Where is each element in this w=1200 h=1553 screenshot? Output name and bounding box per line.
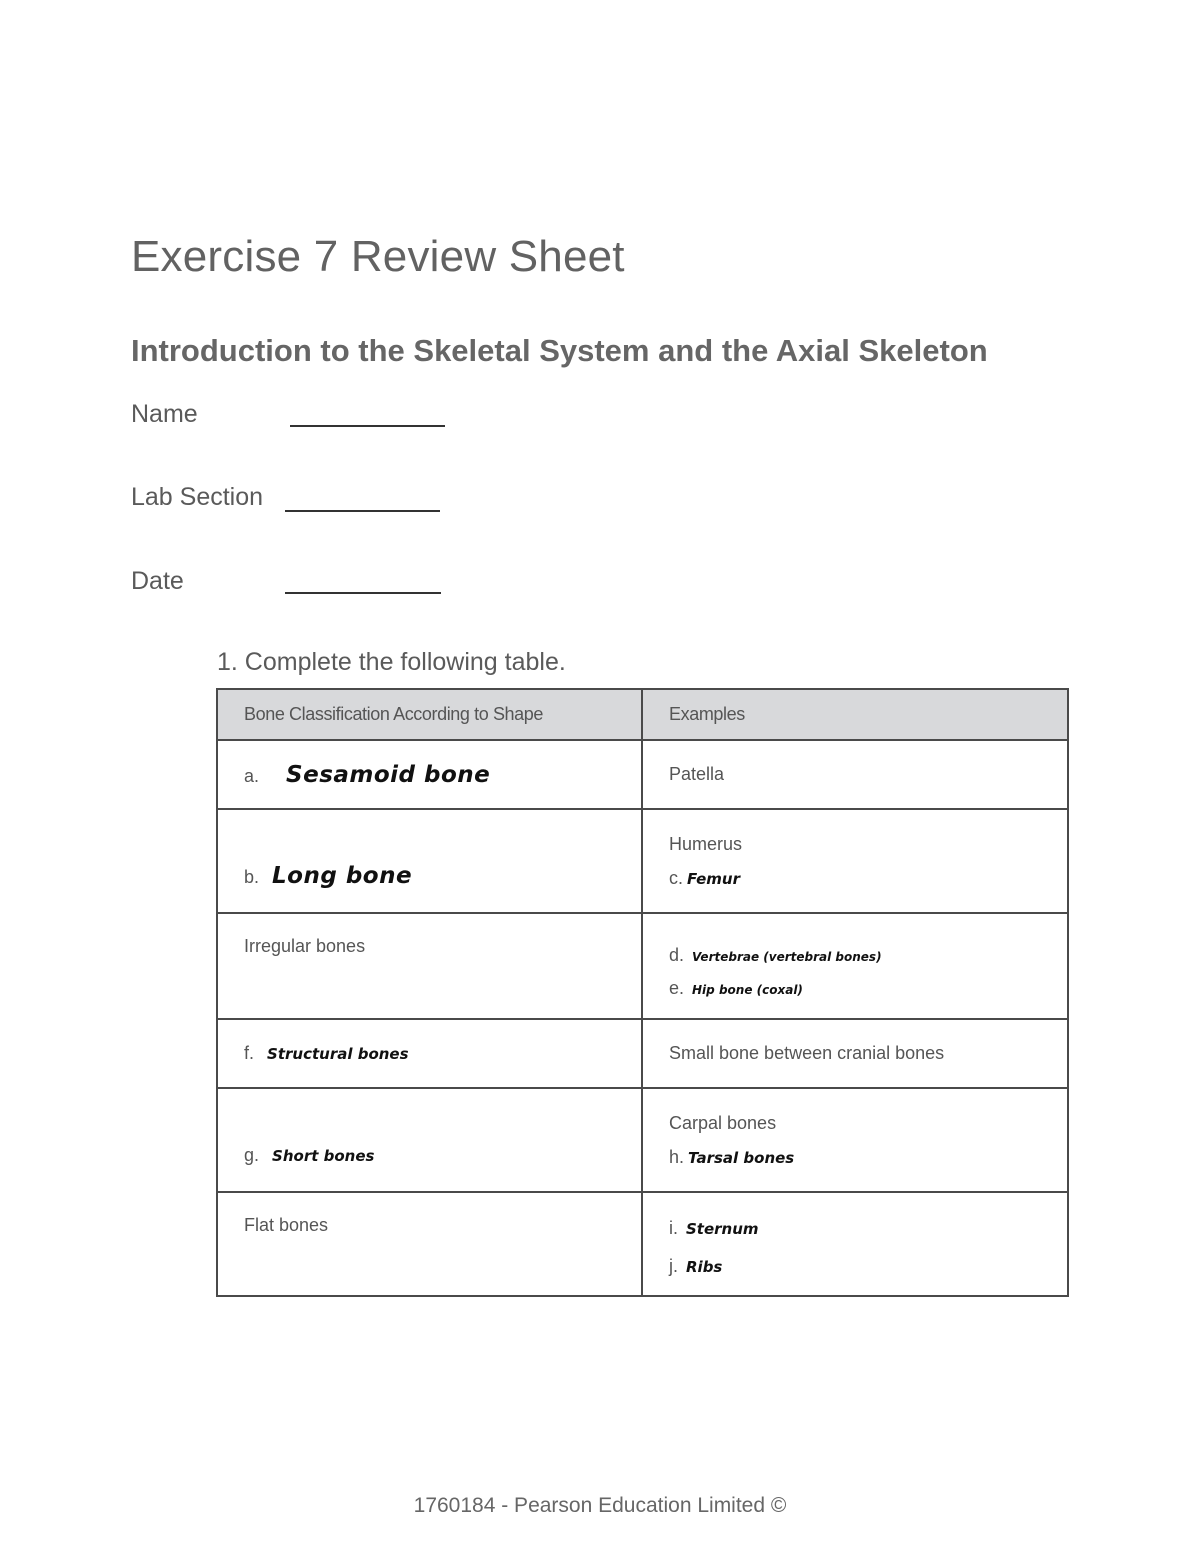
date-field[interactable] xyxy=(285,592,441,594)
handwritten-answer: Ribs xyxy=(686,1258,723,1276)
page-footer: 1760184 - Pearson Education Limited © xyxy=(413,1494,787,1517)
instruction-text: 1. Complete the following table. xyxy=(217,648,566,676)
example-text: Patella xyxy=(669,764,725,784)
item-prefix: a. xyxy=(244,765,260,786)
classification-cell[interactable] xyxy=(217,1088,642,1192)
item-prefix: b. xyxy=(244,867,260,887)
item-prefix: e. xyxy=(669,978,685,998)
handwritten-answer: Long bone xyxy=(272,863,413,889)
example-text: Carpal bones xyxy=(669,1112,777,1133)
handwritten-answer: Femur xyxy=(687,869,740,888)
examples-cell[interactable] xyxy=(642,913,1068,1019)
handwritten-answer: Sesamoid bone xyxy=(286,761,491,788)
lab-section-label: Lab Section xyxy=(131,483,264,511)
page-title: Exercise 7 Review Sheet xyxy=(131,232,625,281)
examples-cell xyxy=(642,1019,1068,1088)
classification-cell[interactable] xyxy=(217,809,642,913)
table-header-row xyxy=(217,689,1068,740)
date-label: Date xyxy=(131,567,184,595)
examples-cell[interactable] xyxy=(642,1192,1068,1296)
name-field[interactable] xyxy=(290,425,445,427)
item-prefix: j. xyxy=(669,1256,678,1276)
column-header-examples: Examples xyxy=(642,689,1068,740)
table-row xyxy=(217,1019,1068,1088)
table-row xyxy=(217,740,1068,809)
table-row xyxy=(217,1088,1068,1192)
classification-text: Flat bones xyxy=(244,1215,329,1235)
table-row xyxy=(217,1192,1068,1296)
item-prefix: d. xyxy=(669,945,685,965)
examples-cell[interactable] xyxy=(642,809,1068,913)
page-subtitle: Introduction to the Skeletal System and the Axial Skeleton xyxy=(131,333,988,368)
classification-cell xyxy=(217,913,642,1019)
handwritten-answer: Sternum xyxy=(686,1220,759,1238)
examples-cell xyxy=(642,740,1068,809)
classification-cell[interactable] xyxy=(217,740,642,809)
handwritten-answer: Tarsal bones xyxy=(688,1148,795,1167)
item-prefix: f. xyxy=(244,1043,255,1063)
example-text: Small bone between cranial bones xyxy=(669,1043,945,1063)
column-header-classification: Bone Classification According to Shape xyxy=(217,689,642,740)
lab-section-field[interactable] xyxy=(285,510,440,512)
handwritten-answer: Structural bones xyxy=(267,1045,409,1063)
handwritten-answer: Vertebrae (vertebral bones) xyxy=(692,950,882,964)
item-prefix: h. xyxy=(669,1146,685,1167)
table-row xyxy=(217,913,1068,1019)
item-prefix: g. xyxy=(244,1144,260,1165)
handwritten-answer: Short bones xyxy=(272,1146,375,1165)
table-row xyxy=(217,809,1068,913)
examples-cell[interactable] xyxy=(642,1088,1068,1192)
bone-classification-table xyxy=(216,688,1069,1297)
classification-cell xyxy=(217,1192,642,1296)
handwritten-answer: Hip bone (coxal) xyxy=(692,983,803,997)
item-prefix: i. xyxy=(669,1218,678,1238)
item-prefix: c. xyxy=(669,867,684,888)
classification-text: Irregular bones xyxy=(244,936,366,956)
name-label: Name xyxy=(131,400,198,428)
example-text: Humerus xyxy=(669,833,743,854)
classification-cell[interactable] xyxy=(217,1019,642,1088)
